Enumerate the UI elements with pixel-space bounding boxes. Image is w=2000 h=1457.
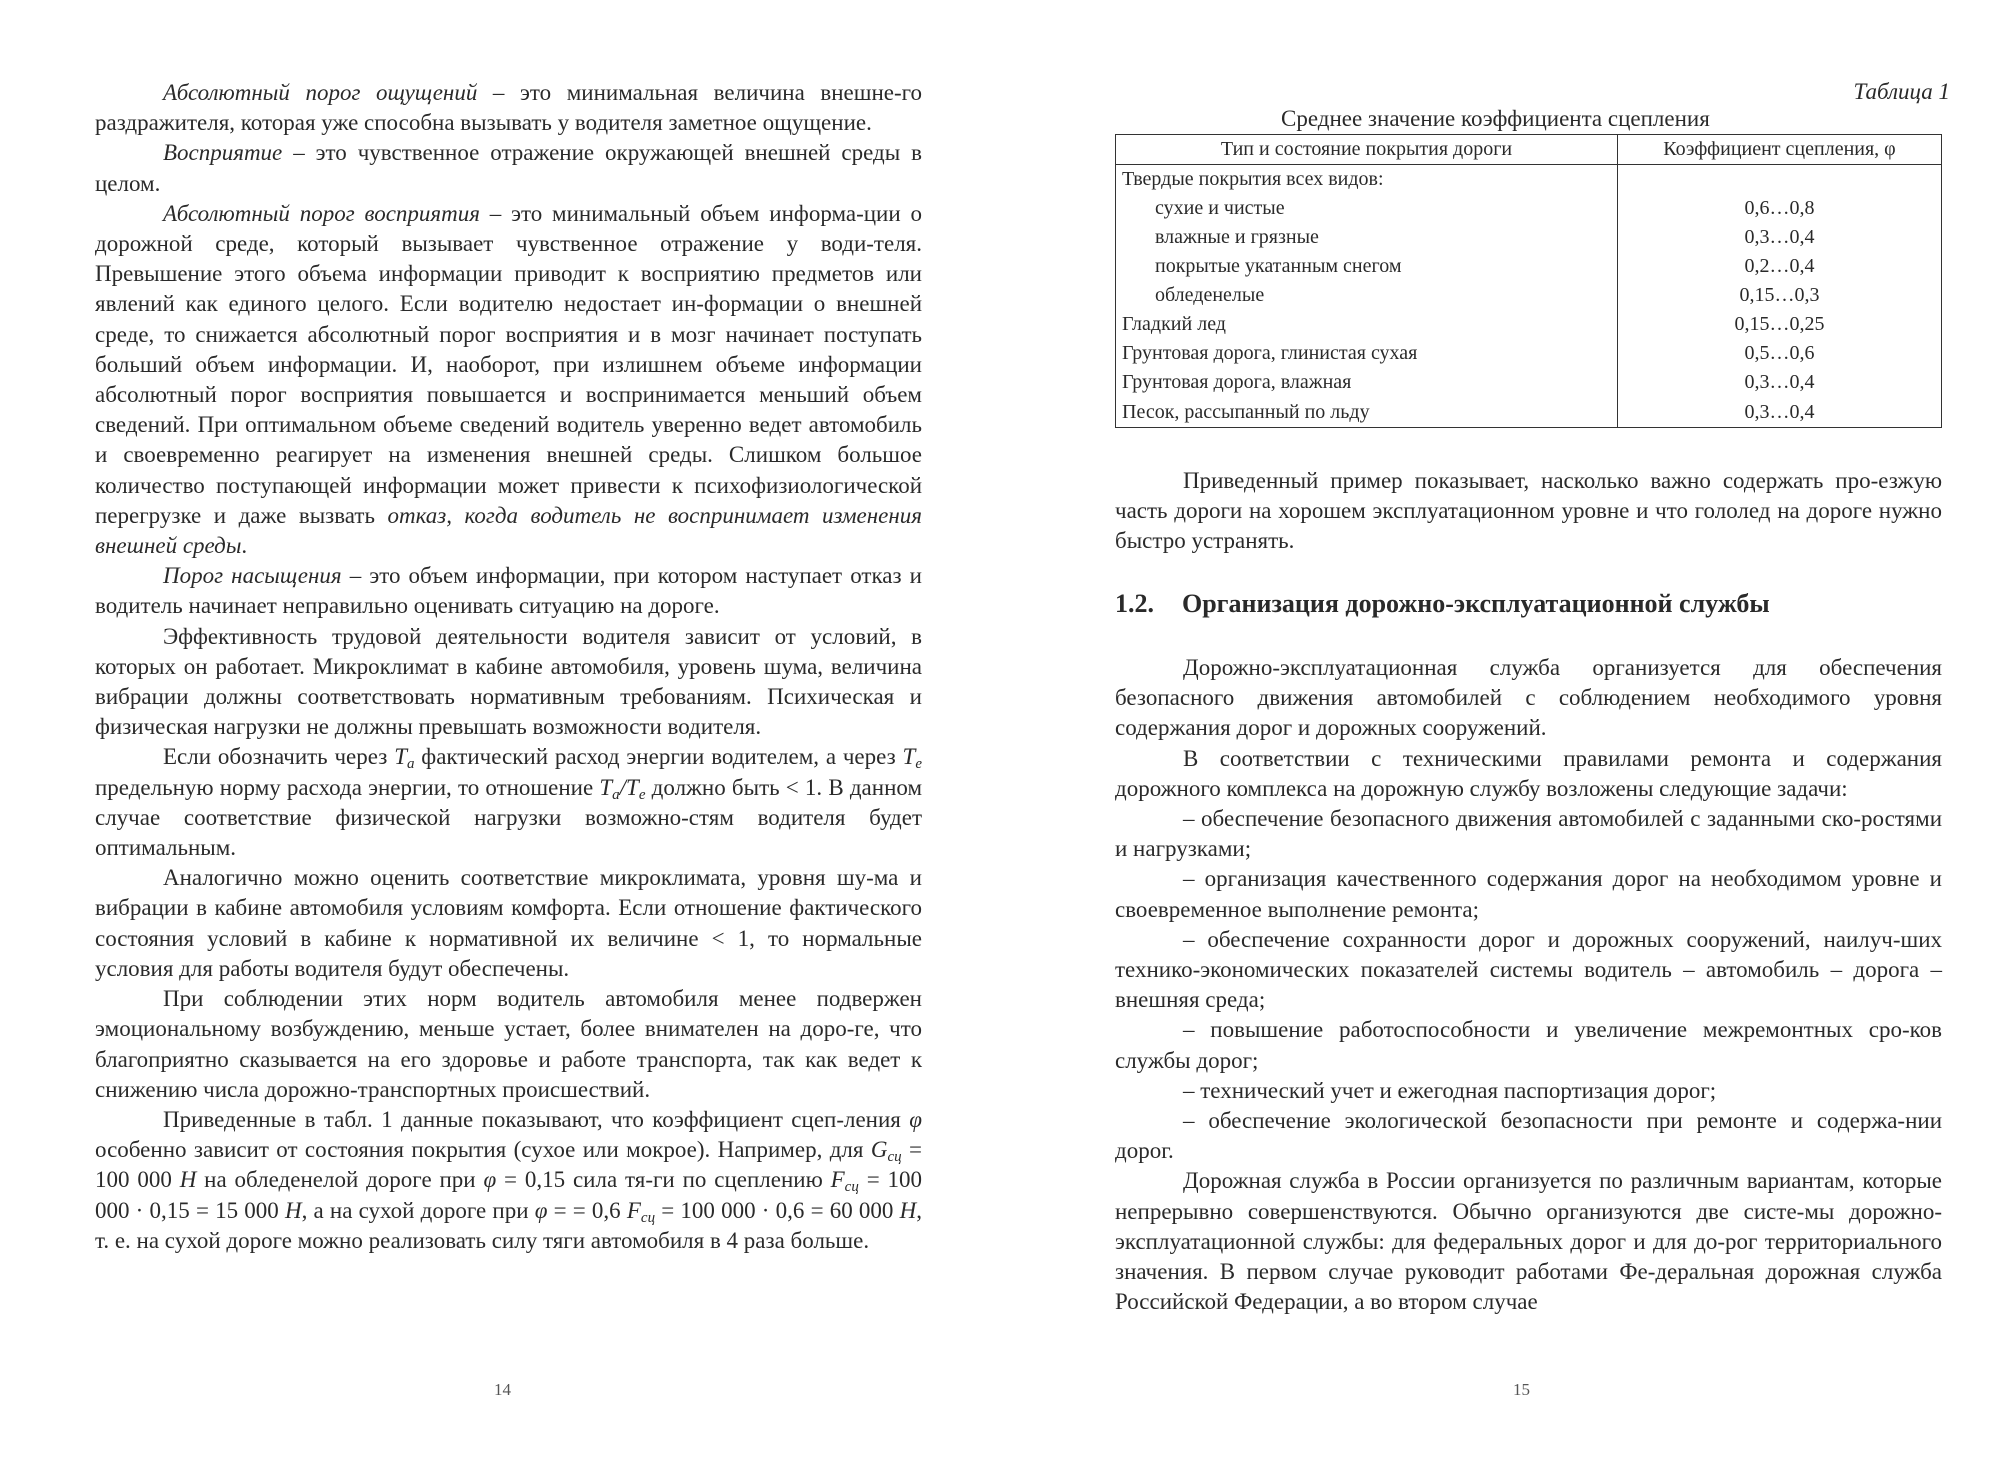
- table-label: Таблица 1: [1853, 79, 1950, 104]
- table-row: [1116, 368, 1942, 397]
- table-cell-surface-type: Песок, рассыпанный по льду: [1116, 397, 1618, 428]
- table-cell-surface-type: обледенелые: [1116, 281, 1618, 310]
- table-cell-surface-type: Гладкий лед: [1116, 310, 1618, 339]
- task-list-item: – обеспечение безопасного движения автомобилей с заданными ско-ростями и нагрузками;: [1115, 806, 1942, 862]
- paragraph-absolute-threshold: Абсолютный порог ощущений – это минимальная величина внешне-го раздражителя, которая уже способна вызывать у водителя заметное ощущение.: [95, 80, 922, 136]
- table-cell-surface-type: покрытые укатанным снегом: [1116, 252, 1618, 281]
- table-cell-coefficient: 0,6…0,8: [1618, 194, 1942, 223]
- table-cell-surface-type: Грунтовая дорога, глинистая сухая: [1116, 339, 1618, 368]
- table-cell-coefficient: 0,3…0,4: [1618, 368, 1942, 397]
- table-cell-surface-type: сухие и чистые: [1116, 194, 1618, 223]
- after-table-text: Приведенный пример показывает, насколько важно содержать про-езжую часть дороги на хорошем эксплуатационном уровне и что гололед на дороге нужно быстро устранять.: [1115, 468, 1942, 554]
- table-row: [1116, 194, 1942, 223]
- table-cell-coefficient: 0,3…0,4: [1618, 397, 1942, 428]
- paragraph-energy-ratio: Если обозначить через $T_a$ фактический расход энергии водителем, а через $T_e$ предельную норму расхода энергии, то отношение $T_a/T_e$ должно быть < 1. В данном случае соответствие физической нагрузки возможно-стям водителя будет оптимальным.: [95, 744, 922, 861]
- right-page: [1000, 0, 2000, 1457]
- paragraph-after-table: [1115, 466, 1942, 557]
- table-cell-coefficient: 0,3…0,4: [1618, 223, 1942, 252]
- section-number: 1.2.: [1115, 589, 1154, 618]
- task-list-item: – обеспечение сохранности дорог и дорожных сооружений, наилуч-ших технико-экономических показателей системы водитель – автомобиль – дорога – внешняя среда;: [1115, 926, 1942, 1013]
- paragraph-saturation-threshold: Порог насыщения – это объем информации, при котором наступает отказ и водитель начинает неправильно оценивать ситуацию на дороге.: [95, 563, 922, 619]
- paragraph-work-efficiency: Эффективность трудовой деятельности водителя зависит от условий, в которых он работает. Микроклимат в кабине автомобиля, уровень шума, величина вибрации должны соответствовать нормативным требованиям. Психическая и физическая нагрузки не должны превышать возможности водителя.: [95, 623, 922, 740]
- paragraph-perception-threshold: Абсолютный порог восприятия – это минимальный объем информа-ции о дорожной среде, который вызывает чувственное отражение у води-теля. Превышение этого объема информации приводит к восприятию предметов или явлений как единого целого. Если водителю недостает ин-формации о внешней среде, то снижается абсолютный порог восприятия и в мозг начинает поступать больший объем информации. И, наоборот, при излишнем объеме информации абсолютный порог восприятия повышается и воспринимается меньший объем сведений. При оптимальном объеме сведений водитель уверенно ведет автомобиль и своевременно реагирует на изменения внешней среды. Слишком большое количество поступающей информации может привести к психофизиологической перегрузке и даже вызвать отказ, когда водитель не воспринимает изменения внешней среды.: [95, 200, 923, 559]
- task-list-item: – обеспечение экологической безопасности при ремонте и содержа-нии дорог.: [1115, 1108, 1942, 1164]
- table-cell-coefficient: 0,15…0,3: [1618, 281, 1942, 310]
- section-title: Организация дорожно-эксплуатационной службы: [1182, 589, 1770, 618]
- table-cell-surface-type: Грунтовая дорога, влажная: [1116, 368, 1618, 397]
- paragraph-adhesion-example: Приведенные в табл. 1 данные показывают, что коэффициент сцеп-ления φ особенно зависит от состояния покрытия (сухое или мокрое). Например, для $G_{сц} = 100$ 000 Н на обледенелой дороге при φ = 0,15 сила тя-ги по сцеплению $F_{сц} = 100$ 000 · 0,15 = 15 000 Н, а на сухой дороге при φ = = 0,6 $F_{сц} = 100$ 000 · 0,6 = 60 000 Н, т. е. на сухой дороге можно реализовать силу тяги автомобиля в 4 раза больше.: [95, 1106, 923, 1253]
- table-cell-coefficient: 0,2…0,4: [1618, 252, 1942, 281]
- left-text-column: [95, 78, 922, 1256]
- adhesion-coefficient-table: [1115, 134, 1942, 428]
- task-list-item: – технический учет и ежегодная паспортизация дорог;: [1183, 1077, 1717, 1103]
- table-cell-coefficient: 0,5…0,6: [1618, 339, 1942, 368]
- page-number-left: 14: [494, 1380, 511, 1399]
- table-row: [1116, 165, 1942, 195]
- section-paragraph: Дорожная служба в России организуется по различным вариантам, которые непрерывно совершенствуются. Обычно организуются две систе-мы дорожно-эксплуатационной службы: для федеральных дорог и для до-рог территориального значения. В первом случае руководит работами Фе-деральная дорожная служба Российской Федерации, а во втором случае: [1115, 1168, 1942, 1315]
- paragraph-perception: Восприятие – это чувственное отражение окружающей внешней среды в целом.: [95, 140, 922, 196]
- table-header-surface-type: Тип и состояние покрытия дороги: [1116, 135, 1618, 165]
- table-cell-coefficient: 0,15…0,25: [1618, 310, 1942, 339]
- section-paragraph: В соответствии с техническими правилами ремонта и содержания дорожного комплекса на дорожную службу возложены следующие задачи:: [1115, 745, 1942, 801]
- table-row: [1116, 397, 1942, 428]
- paragraph-microclimate: Аналогично можно оценить соответствие микроклимата, уровня шу-ма и вибрации в кабине автомобиля условиям комфорта. Если отношение фактического состояния условий в кабине к нормативной их величине < 1, то нормальные условия для работы водителя будут обеспечены.: [95, 865, 922, 981]
- table-cell-coefficient: [1618, 165, 1942, 195]
- table-row: [1116, 281, 1942, 310]
- table-row: [1116, 310, 1942, 339]
- section-body: [1115, 653, 1942, 1317]
- table-cell-surface-type: влажные и грязные: [1116, 223, 1618, 252]
- page-number-right: 15: [1513, 1380, 1530, 1399]
- table-row: [1116, 223, 1942, 252]
- table-title: Среднее значение коэффициента сцепления: [1281, 106, 1710, 131]
- table-cell-surface-type: Твердые покрытия всех видов:: [1116, 165, 1618, 195]
- task-list-item: – организация качественного содержания дорог на необходимом уровне и своевременное выполнение ремонта;: [1115, 866, 1942, 922]
- table-row: [1116, 252, 1942, 281]
- paragraph-norms: При соблюдении этих норм водитель автомобиля менее подвержен эмоциональному возбуждению, меньше устает, более внимателен на доро-ге, что благоприятно сказывается на его здоровье и работе транспорта, так как ведет к снижению числа дорожно-транспортных происшествий.: [95, 986, 922, 1102]
- table-header-row: [1116, 135, 1942, 165]
- section-heading: [1115, 589, 1942, 619]
- table-row: [1116, 339, 1942, 368]
- table-header-coefficient: Коэффициент сцепления, φ: [1618, 135, 1942, 165]
- task-list-item: – повышение работоспособности и увеличение межремонтных сро-ков службы дорог;: [1115, 1017, 1942, 1073]
- section-paragraph: Дорожно-эксплуатационная служба организуется для обеспечения безопасного движения автомобилей с соблюдением необходимого уровня содержания дорог и дорожных сооружений.: [1115, 655, 1942, 741]
